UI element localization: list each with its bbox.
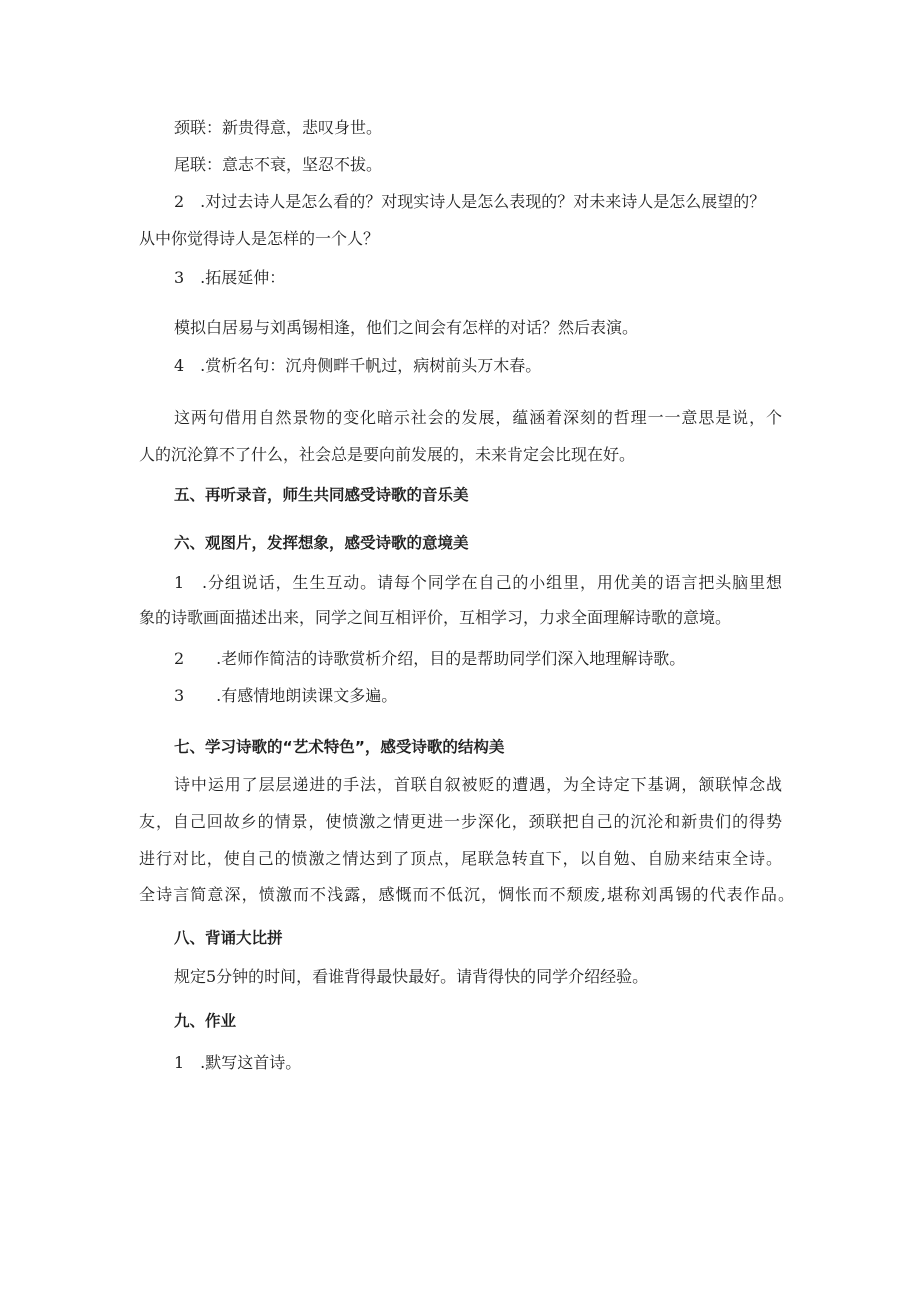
question-4-heading: 4 .赏析名句：沉舟侧畔千帆过，病树前头万木春。	[174, 356, 542, 375]
question-3-heading: 3 .拓展延伸：	[174, 268, 286, 287]
question-2-line-2: 从中你觉得诗人是怎样的一个人？	[139, 229, 380, 248]
weilian-line: 尾联：意志不衰，坚忍不拔。	[174, 155, 383, 174]
section-8-body: 规定5分钟的时间，看谁背得最快最好。请背得快的同学介绍经验。	[174, 967, 649, 986]
section-6-item-3: 3 .有感情地朗读课文多遍。	[174, 686, 398, 705]
section-8-heading: 八、背诵大比拼	[174, 929, 283, 947]
section-5-heading: 五、再听录音，师生共同感受诗歌的音乐美	[174, 486, 469, 504]
section-7-body-line-4: 全诗言简意深，愤激而不浅露，感慨而不低沉，惆怅而不颓废,堪称刘禹锡的代表作品。	[139, 885, 794, 904]
section-6-heading: 六、观图片，发挥想象，感受诗歌的意境美	[174, 534, 469, 552]
section-9-heading: 九、作业	[174, 1012, 237, 1030]
section-7-heading: 七、学习诗歌的“艺术特色”，感受诗歌的结构美	[174, 738, 505, 756]
question-4-body-line-1: 这两句借用自然景物的变化暗示社会的发展，蕴涵着深刻的哲理一一意思是说，个	[174, 408, 782, 427]
jinglian-line: 颈联：新贵得意，悲叹身世。	[174, 118, 383, 137]
section-9-item-1: 1 .默写这首诗。	[174, 1053, 302, 1072]
section-6-item-2: 2 .老师作简洁的诗歌赏析介绍，目的是帮助同学们深入地理解诗歌。	[174, 649, 686, 668]
question-2-line-1: 2 .对过去诗人是怎么看的？对现实诗人是怎么表现的？对未来诗人是怎么展望的？	[174, 192, 766, 211]
question-3-body: 模拟白居易与刘禹锡相逢，他们之间会有怎样的对话？然后表演。	[174, 318, 639, 337]
section-7-body-line-1: 诗中运用了层层递进的手法，首联自叙被贬的遭遇，为全诗定下基调，颔联悼念战	[174, 775, 782, 794]
section-6-item-1-line-2: 象的诗歌画面描述出来，同学之间互相评价，互相学习，力求全面理解诗歌的意境。	[139, 608, 732, 627]
question-4-body-line-2: 人的沉沦算不了什么，社会总是要向前发展的，未来肯定会比现在好。	[139, 445, 636, 464]
section-6-item-1-line-1: 1 .分组说话，生生互动。请每个同学在自己的小组里，用优美的语言把头脑里想	[174, 573, 782, 592]
section-7-body-line-3: 进行对比，使自己的愤激之情达到了顶点，尾联急转直下，以自勉、自励来结束全诗。	[139, 849, 782, 868]
section-7-body-line-2: 友，自己回故乡的情景，使愤激之情更进一步深化，颈联把自己的沉沦和新贵们的得势	[139, 812, 782, 831]
